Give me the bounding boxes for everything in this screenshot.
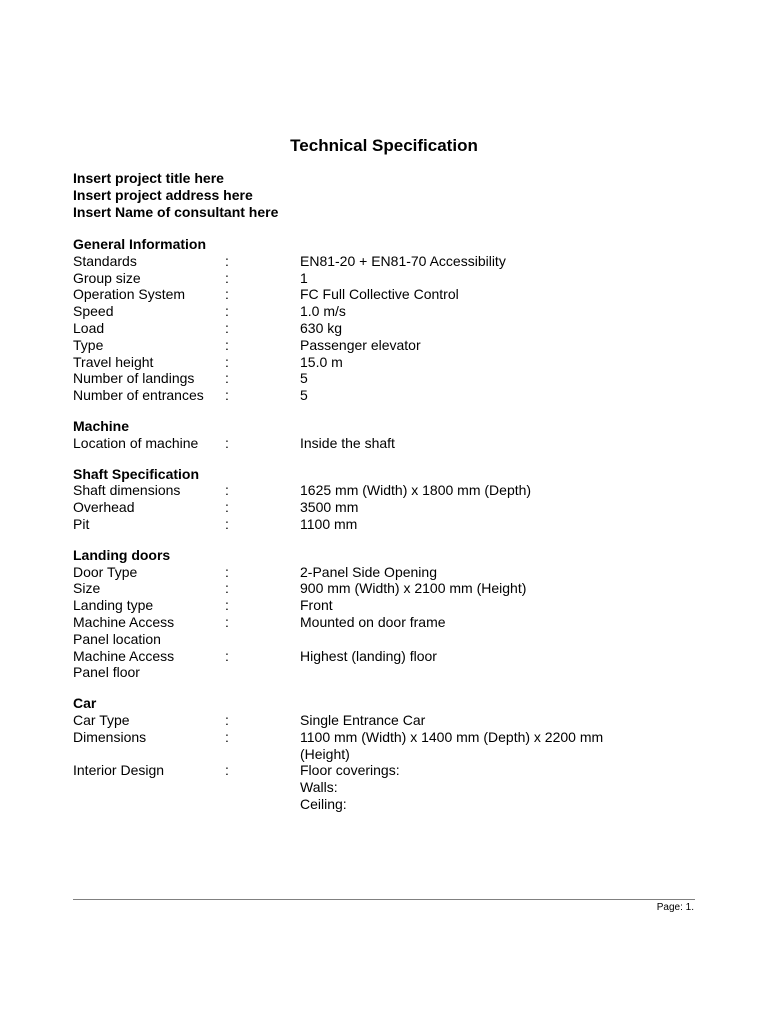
spec-label	[73, 303, 225, 320]
spec-row	[73, 482, 693, 499]
spec-label	[73, 614, 225, 648]
spec-value	[300, 564, 693, 581]
spec-label-line: Load	[73, 319, 105, 336]
spec-separator: :	[225, 711, 229, 728]
spec-label	[73, 286, 225, 303]
spec-value-line: Mounted on door frame	[300, 613, 446, 630]
spec-value	[300, 614, 693, 648]
spec-row	[73, 370, 693, 387]
spec-label-line: Travel height	[73, 353, 154, 370]
spec-section	[73, 466, 693, 533]
spec-label	[73, 370, 225, 387]
section-heading: Landing doors	[73, 546, 171, 563]
spec-value	[300, 370, 693, 387]
spec-separator: :	[225, 269, 229, 286]
spec-separator: :	[225, 336, 229, 353]
spec-label	[73, 499, 225, 516]
spec-row	[73, 337, 693, 354]
spec-label-line: Location of machine	[73, 434, 199, 451]
spec-separator: :	[225, 434, 229, 451]
spec-label-line: Dimensions	[73, 728, 147, 745]
spec-value-line: 3500 mm	[300, 499, 359, 516]
spec-label-line: Type	[73, 336, 104, 353]
spec-label	[73, 597, 225, 614]
project-address: Insert project address here	[73, 187, 253, 203]
spec-row	[73, 729, 693, 763]
project-info	[73, 170, 278, 221]
specification-sections	[73, 236, 693, 813]
spec-separator: :	[225, 515, 229, 532]
spec-value-line: 1100 mm (Width) x 1400 mm (Depth) x 2200 mm	[300, 728, 604, 745]
spec-value-line: 900 mm (Width) x 2100 mm (Height)	[300, 580, 527, 597]
spec-separator: :	[225, 252, 229, 269]
spec-value-line: FC Full Collective Control	[300, 286, 459, 303]
spec-value-line: Front	[300, 597, 333, 614]
spec-value	[300, 580, 693, 597]
spec-row	[73, 387, 693, 404]
spec-value	[300, 387, 693, 404]
spec-label-line: Panel location	[73, 630, 161, 647]
spec-separator: :	[225, 597, 229, 614]
spec-label-line: Number of landings	[73, 370, 195, 387]
spec-label	[73, 564, 225, 581]
spec-separator: :	[225, 319, 229, 336]
spec-label-line: Door Type	[73, 563, 138, 580]
spec-value	[300, 435, 693, 452]
section-heading: General Information	[73, 236, 207, 252]
spec-section	[73, 547, 693, 681]
spec-value	[300, 482, 693, 499]
spec-separator: :	[225, 370, 229, 387]
spec-label-line: Group size	[73, 269, 141, 286]
document-title: Technical Specification	[290, 136, 478, 155]
spec-separator: :	[225, 286, 229, 303]
spec-row	[73, 286, 693, 303]
spec-value-line: 5	[300, 370, 308, 387]
spec-value-line: 630 kg	[300, 319, 343, 336]
spec-value-line: Highest (landing) floor	[300, 647, 437, 664]
spec-label	[73, 435, 225, 452]
spec-value-line: Ceiling:	[300, 795, 347, 812]
consultant-name: Insert Name of consultant here	[73, 204, 279, 220]
spec-value-line: 1625 mm (Width) x 1800 mm (Depth)	[300, 482, 532, 499]
spec-value-line: 5	[300, 387, 308, 404]
spec-row	[73, 564, 693, 581]
footer-divider	[73, 899, 695, 900]
spec-value	[300, 516, 693, 533]
spec-label-line: Size	[73, 580, 101, 597]
spec-label	[73, 253, 225, 270]
section-heading: Car	[73, 695, 97, 712]
page-number: Page: 1.	[656, 902, 694, 913]
spec-label	[73, 482, 225, 499]
spec-label	[73, 648, 225, 682]
spec-separator: :	[225, 387, 229, 404]
spec-value	[300, 648, 693, 682]
spec-separator: :	[225, 353, 229, 370]
spec-row	[73, 580, 693, 597]
spec-label	[73, 387, 225, 404]
spec-separator: :	[225, 613, 229, 630]
spec-value-line: 15.0 m	[300, 353, 343, 370]
spec-row	[73, 499, 693, 516]
spec-label-line: Number of entrances	[73, 387, 204, 404]
spec-value-line: EN81-20 + EN81-70 Accessibility	[300, 252, 506, 269]
section-heading: Machine	[73, 417, 130, 434]
spec-value	[300, 499, 693, 516]
spec-section	[73, 418, 693, 452]
spec-row	[73, 320, 693, 337]
spec-separator: :	[225, 303, 229, 320]
spec-label	[73, 729, 225, 763]
spec-value	[300, 270, 693, 287]
spec-row	[73, 253, 693, 270]
spec-value	[300, 597, 693, 614]
spec-label-line: Interior Design	[73, 762, 165, 779]
spec-value-line: 2-Panel Side Opening	[300, 563, 437, 580]
spec-separator: :	[225, 728, 229, 745]
spec-row	[73, 354, 693, 371]
spec-label	[73, 270, 225, 287]
spec-value-line: 1.0 m/s	[300, 303, 346, 320]
spec-label-line: Landing type	[73, 597, 154, 614]
spec-row	[73, 597, 693, 614]
spec-separator: :	[225, 499, 229, 516]
spec-value-line: Floor coverings:	[300, 762, 400, 779]
spec-value	[300, 320, 693, 337]
spec-row	[73, 712, 693, 729]
section-heading: Shaft Specification	[73, 465, 200, 482]
spec-value-line: Passenger elevator	[300, 336, 421, 353]
spec-value-line: Walls:	[300, 779, 338, 796]
spec-label	[73, 320, 225, 337]
spec-value	[300, 286, 693, 303]
spec-value	[300, 253, 693, 270]
spec-separator: :	[225, 563, 229, 580]
spec-row	[73, 762, 693, 812]
spec-value-line: 1	[300, 269, 308, 286]
spec-label-line: Pit	[73, 515, 90, 532]
spec-value	[300, 337, 693, 354]
spec-value-line: (Height)	[300, 745, 350, 762]
spec-value	[300, 762, 693, 812]
spec-row	[73, 270, 693, 287]
project-title: Insert project title here	[73, 170, 224, 186]
spec-label-line: Machine Access	[73, 647, 175, 664]
spec-label	[73, 337, 225, 354]
spec-section	[73, 236, 693, 404]
spec-value	[300, 303, 693, 320]
spec-label-line: Standards	[73, 252, 137, 269]
spec-value-line: Inside the shaft	[300, 434, 395, 451]
spec-value-line: 1100 mm	[300, 515, 358, 532]
spec-label	[73, 354, 225, 371]
spec-row	[73, 303, 693, 320]
spec-label-line: Operation System	[73, 286, 186, 303]
spec-value	[300, 354, 693, 371]
spec-separator: :	[225, 482, 229, 499]
spec-value-line: Single Entrance Car	[300, 711, 426, 728]
spec-label-line: Car Type	[73, 711, 130, 728]
spec-label-line: Panel floor	[73, 664, 140, 681]
spec-label	[73, 712, 225, 729]
spec-label-line: Machine Access	[73, 613, 175, 630]
spec-label	[73, 580, 225, 597]
spec-separator: :	[225, 580, 229, 597]
spec-label-line: Shaft dimensions	[73, 482, 181, 499]
spec-label	[73, 516, 225, 533]
spec-row	[73, 614, 693, 648]
spec-label-line: Overhead	[73, 499, 135, 516]
spec-label-line: Speed	[73, 303, 114, 320]
spec-label	[73, 762, 225, 812]
spec-row	[73, 648, 693, 682]
spec-value	[300, 712, 693, 729]
spec-section	[73, 695, 693, 813]
spec-row	[73, 435, 693, 452]
spec-separator: :	[225, 762, 229, 779]
spec-value	[300, 729, 693, 763]
spec-separator: :	[225, 647, 229, 664]
spec-row	[73, 516, 693, 533]
